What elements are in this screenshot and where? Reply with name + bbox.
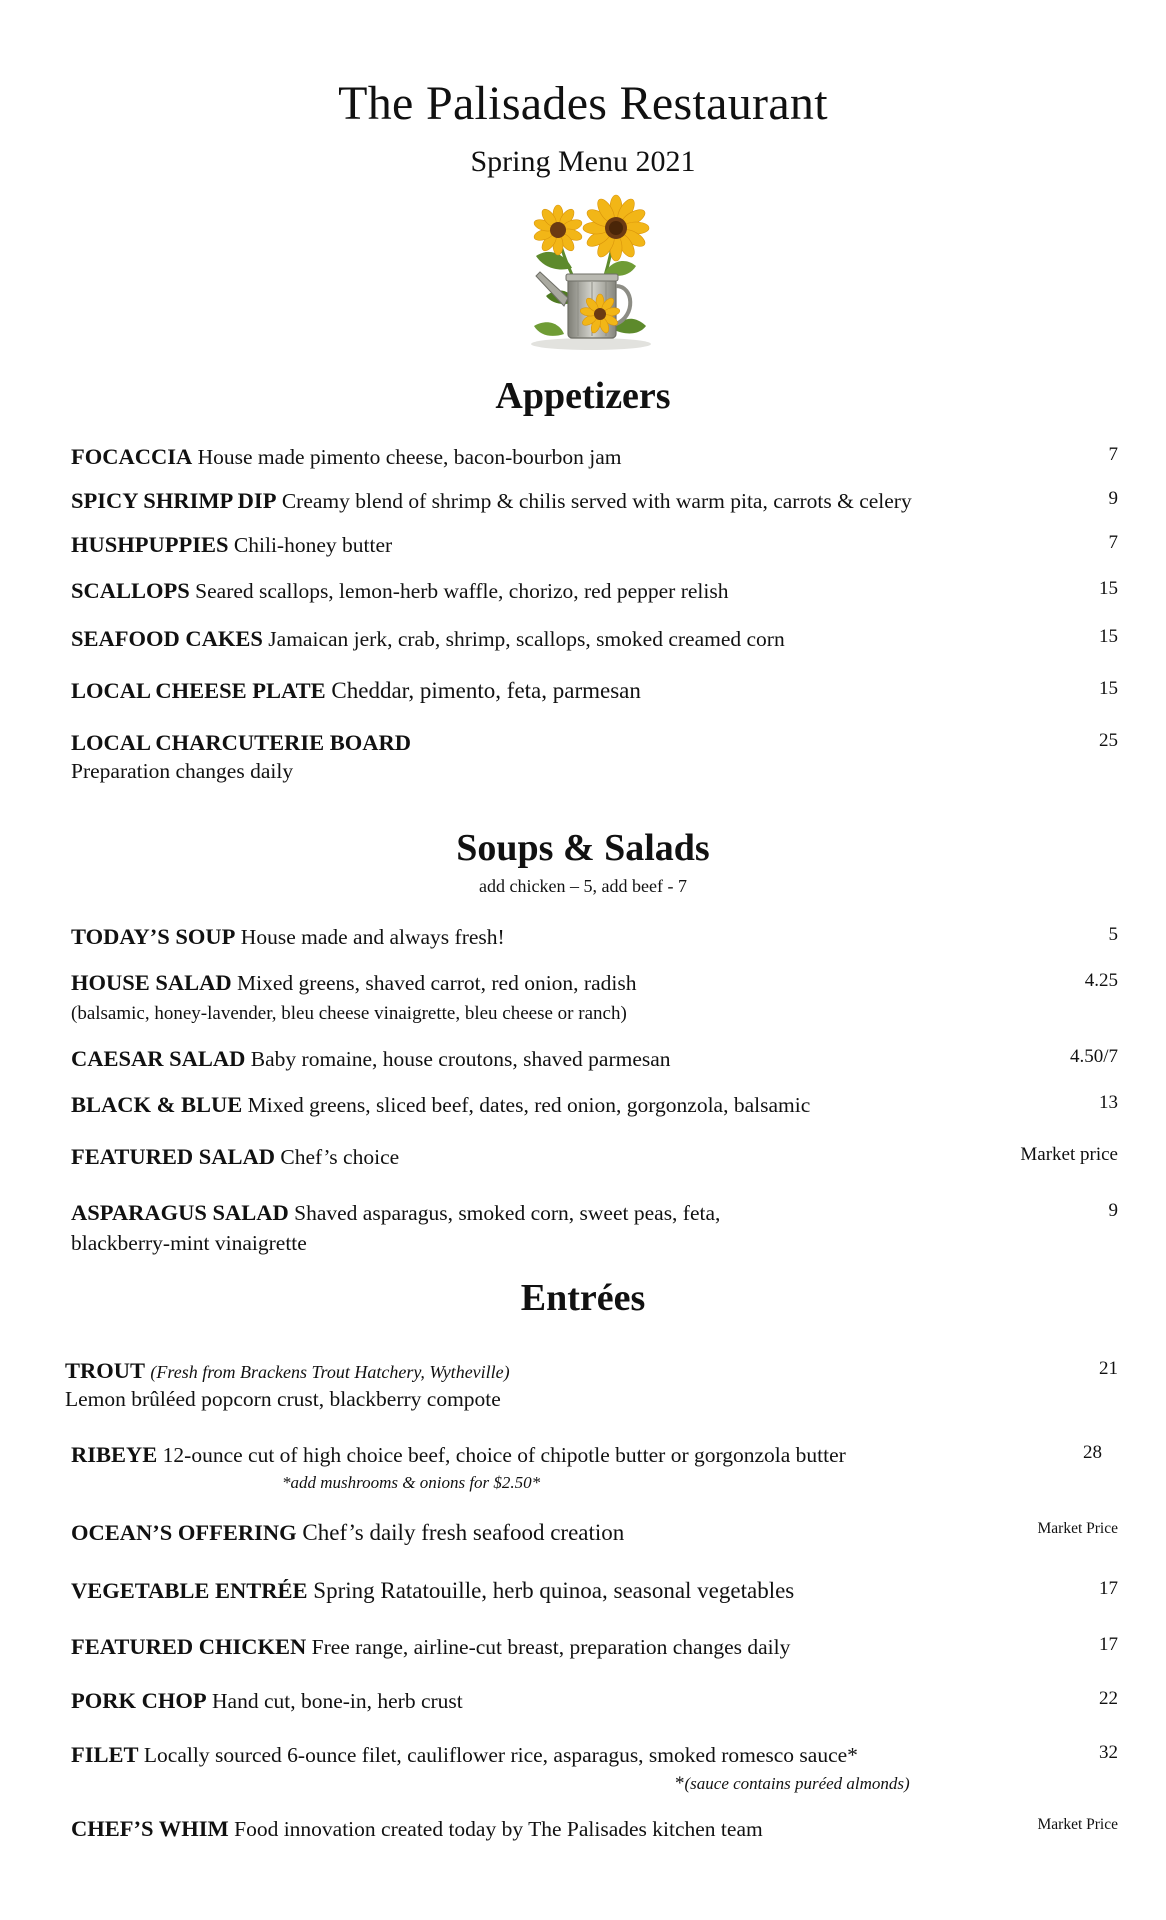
item-desc: Chili-honey butter — [233, 533, 393, 557]
item-price: 15 — [1099, 626, 1118, 647]
item-price: 17 — [1099, 1634, 1118, 1655]
item-desc: Lemon brûléed popcorn crust, blackberry compote — [65, 1386, 501, 1411]
item-price: 9 — [1108, 488, 1118, 509]
item-price: 15 — [1099, 578, 1118, 599]
item-name: CHEF’S WHIM — [71, 1816, 229, 1841]
item-price: 32 — [1099, 1742, 1118, 1763]
menu-item-vegetable-entree — [71, 1576, 991, 1606]
item-desc: Preparation changes daily — [71, 758, 294, 783]
item-name: PORK CHOP — [71, 1688, 207, 1713]
item-allergen-note: (sauce contains puréed almonds) — [684, 1773, 910, 1793]
item-price: 28 — [1083, 1442, 1102, 1463]
menu-item-black-and-blue — [71, 1090, 991, 1120]
menu-item-asparagus-salad — [71, 1198, 991, 1258]
appetizers-heading: Appetizers — [495, 375, 671, 417]
item-name: TROUT — [65, 1358, 146, 1383]
menu-item-ribeye — [71, 1440, 991, 1494]
menu-item-house-salad — [71, 968, 991, 1027]
menu-item-trout — [65, 1356, 985, 1414]
item-name: LOCAL CHEESE PLATE — [71, 678, 326, 703]
item-price: 22 — [1099, 1688, 1118, 1709]
item-desc: Shaved asparagus, smoked corn, sweet peas, feta, — [294, 1201, 721, 1225]
item-price: 17 — [1099, 1578, 1118, 1599]
item-name: VEGETABLE ENTRÉE — [71, 1578, 308, 1603]
soups-salads-addon-note: add chicken – 5, add beef - 7 — [479, 876, 687, 896]
item-name: SPICY SHRIMP DIP — [71, 488, 277, 513]
menu-item-oceans-offering — [71, 1518, 991, 1548]
menu-subtitle: Spring Menu 2021 — [470, 145, 696, 178]
item-desc: Mixed greens, shaved carrot, red onion, radish — [237, 971, 637, 995]
item-desc: Chef’s choice — [280, 1145, 400, 1169]
item-name: FOCACCIA — [71, 444, 193, 469]
item-price: 4.50/7 — [1069, 1046, 1118, 1067]
menu-item-pork-chop — [71, 1686, 991, 1716]
item-price: 13 — [1099, 1092, 1118, 1113]
item-name: HOUSE SALAD — [71, 970, 232, 995]
item-price: Market Price — [1037, 1520, 1118, 1537]
item-name: HUSHPUPPIES — [71, 532, 229, 557]
item-desc: House made and always fresh! — [240, 925, 505, 949]
item-desc: House made pimento cheese, bacon-bourbon jam — [197, 445, 622, 469]
item-price: 5 — [1108, 924, 1118, 945]
item-desc: Mixed greens, sliced beef, dates, red onion, gorgonzola, balsamic — [247, 1093, 811, 1117]
menu-item-local-cheese-plate — [71, 676, 991, 706]
item-price: 7 — [1108, 532, 1118, 553]
item-price: 7 — [1108, 444, 1118, 465]
item-price: Market Price — [1037, 1816, 1118, 1833]
item-name: SEAFOOD CAKES — [71, 626, 263, 651]
menu-item-featured-salad — [71, 1142, 991, 1172]
item-name: FEATURED SALAD — [71, 1144, 275, 1169]
item-desc: Locally sourced 6-ounce filet, cauliflower rice, asparagus, smoked romesco sauce* — [143, 1743, 858, 1767]
menu-item-scallops — [71, 576, 991, 606]
item-name: TODAY’S SOUP — [71, 924, 236, 949]
item-price: 15 — [1099, 678, 1118, 699]
item-price: 21 — [1099, 1358, 1118, 1379]
item-price: 4.25 — [1084, 970, 1118, 991]
item-desc: Cheddar, pimento, feta, parmesan — [331, 678, 641, 703]
menu-item-filet — [71, 1740, 991, 1797]
item-source-note: (Fresh from Brackens Trout Hatchery, Wytheville) — [150, 1362, 510, 1382]
item-price: 25 — [1099, 730, 1118, 751]
item-allergen-star: * — [675, 1772, 685, 1794]
menu-item-spicy-shrimp-dip — [71, 486, 991, 516]
item-name: OCEAN’S OFFERING — [71, 1520, 297, 1545]
restaurant-title: The Palisades Restaurant — [338, 77, 828, 130]
item-name: LOCAL CHARCUTERIE BOARD — [71, 730, 412, 755]
item-name: SCALLOPS — [71, 578, 190, 603]
item-name: ASPARAGUS SALAD — [71, 1200, 289, 1225]
menu-item-local-charcuterie-board — [71, 728, 991, 786]
item-desc: Free range, airline-cut breast, preparation changes daily — [311, 1635, 791, 1659]
item-desc: Chef’s daily fresh seafood creation — [302, 1520, 625, 1545]
menu-item-caesar-salad — [71, 1044, 991, 1074]
item-desc: 12-ounce cut of high choice beef, choice of chipotle butter or gorgonzola butter — [162, 1443, 846, 1467]
item-name: CAESAR SALAD — [71, 1046, 246, 1071]
item-desc: Food innovation created today by The Palisades kitchen team — [234, 1817, 763, 1841]
item-price: Market price — [1020, 1144, 1118, 1165]
item-dressing-options: (balsamic, honey-lavender, bleu cheese vinaigrette, bleu cheese or ranch) — [71, 1002, 627, 1024]
menu-item-chefs-whim — [71, 1814, 991, 1844]
entrees-heading: Entrées — [520, 1277, 646, 1319]
menu-item-hushpuppies — [71, 530, 991, 560]
item-price: 9 — [1108, 1200, 1118, 1221]
item-name: FEATURED CHICKEN — [71, 1634, 307, 1659]
item-name: RIBEYE — [71, 1442, 158, 1467]
menu-item-seafood-cakes — [71, 624, 991, 654]
menu-item-featured-chicken — [71, 1632, 991, 1662]
menu-item-todays-soup — [71, 922, 991, 952]
item-desc: Jamaican jerk, crab, shrimp, scallops, smoked creamed corn — [268, 627, 785, 651]
sunflower-watering-can-icon — [506, 186, 676, 356]
item-desc-continued: blackberry-mint vinaigrette — [71, 1230, 307, 1255]
item-desc: Spring Ratatouille, herb quinoa, seasonal vegetables — [313, 1578, 795, 1603]
soups-salads-heading: Soups & Salads — [456, 827, 710, 869]
item-addon-note: *add mushrooms & onions for $2.50* — [282, 1472, 541, 1492]
item-name: FILET — [71, 1742, 139, 1767]
item-desc: Creamy blend of shrimp & chilis served with warm pita, carrots & celery — [281, 489, 912, 513]
item-name: BLACK & BLUE — [71, 1092, 243, 1117]
item-desc: Hand cut, bone-in, herb crust — [212, 1689, 463, 1713]
item-desc: Seared scallops, lemon-herb waffle, chorizo, red pepper relish — [195, 579, 729, 603]
menu-item-focaccia — [71, 442, 991, 472]
item-desc: Baby romaine, house croutons, shaved parmesan — [250, 1047, 671, 1071]
